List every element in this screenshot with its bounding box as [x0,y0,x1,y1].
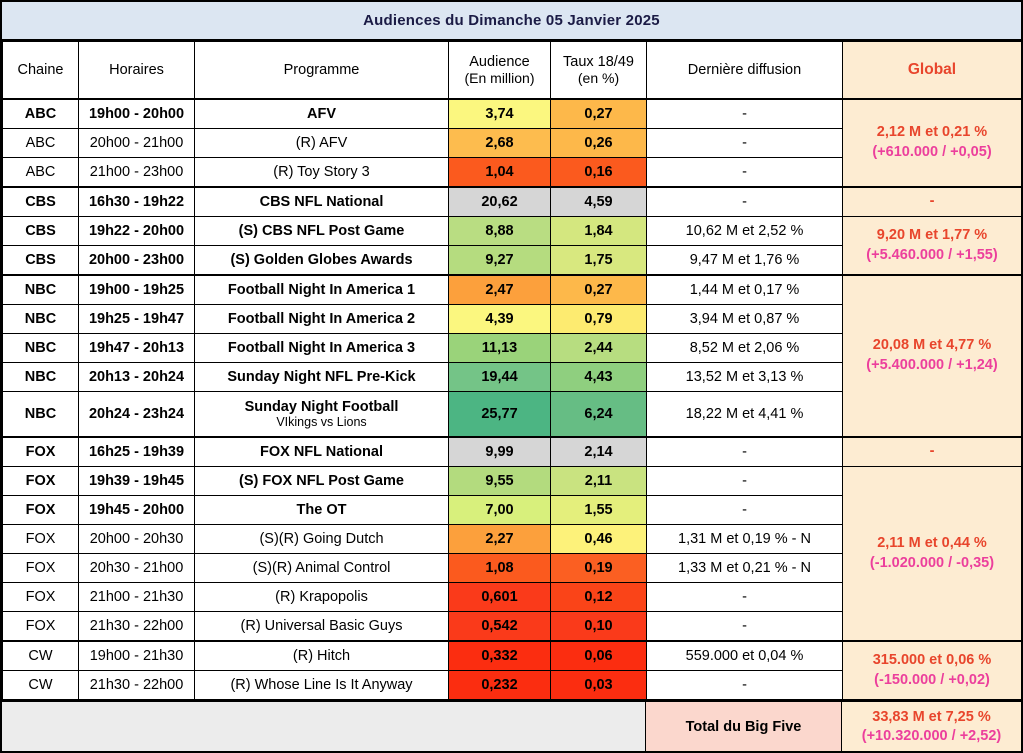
cell-audience: 2,47 [449,275,551,305]
cell-programme [195,246,449,276]
cell-derniere-diffusion: 9,47 M et 1,76 % [647,246,843,276]
cell-chaine: NBC [3,392,79,438]
programme-title: Football Night In America 2 [227,311,416,327]
cell-taux: 2,14 [551,437,647,467]
cell-global [843,275,1022,437]
global-line2: (+5.460.000 / +1,55) [866,246,998,263]
cell-chaine: FOX [3,467,79,496]
cell-chaine: NBC [3,363,79,392]
cell-derniere-diffusion: - [647,467,843,496]
table-row [3,641,1022,671]
cell-taux: 0,12 [551,583,647,612]
cell-derniere-diffusion: - [647,496,843,525]
cell-chaine: NBC [3,305,79,334]
global-dash: - [929,443,935,460]
programme-title: CBS NFL National [259,194,384,210]
cell-horaires: 19h00 - 20h00 [79,99,195,129]
table-row [3,467,1022,496]
cell-audience: 0,542 [449,612,551,642]
cell-horaires: 20h00 - 21h00 [79,129,195,158]
cell-chaine: FOX [3,437,79,467]
cell-global [843,467,1022,642]
cell-audience: 0,232 [449,671,551,700]
cell-audience: 9,55 [449,467,551,496]
cell-programme [195,641,449,671]
programme-title: (S)(R) Animal Control [252,560,391,576]
cell-taux: 0,79 [551,305,647,334]
cell-derniere-diffusion: 10,62 M et 2,52 % [647,217,843,246]
cell-taux: 0,06 [551,641,647,671]
programme-title: (S) FOX NFL Post Game [239,473,404,489]
cell-taux: 2,44 [551,334,647,363]
cell-horaires: 20h24 - 23h24 [79,392,195,438]
cell-programme [195,525,449,554]
cell-chaine: CW [3,641,79,671]
cell-audience: 4,39 [449,305,551,334]
column-header-horaires: Horaires [79,42,195,100]
cell-audience: 19,44 [449,363,551,392]
cell-chaine: CBS [3,187,79,217]
cell-horaires: 19h45 - 20h00 [79,496,195,525]
cell-programme [195,437,449,467]
cell-audience: 3,74 [449,99,551,129]
cell-chaine: FOX [3,554,79,583]
table-footer [2,700,1021,751]
cell-audience: 1,08 [449,554,551,583]
audience-table [2,41,1022,700]
cell-chaine: ABC [3,129,79,158]
footer-total-label: Total du Big Five [646,700,842,751]
cell-derniere-diffusion: - [647,612,843,642]
cell-global [843,99,1022,187]
cell-taux: 0,26 [551,129,647,158]
cell-programme [195,305,449,334]
cell-horaires: 19h22 - 20h00 [79,217,195,246]
footer-total-values [842,700,1021,751]
cell-derniere-diffusion: - [647,671,843,700]
cell-horaires: 19h25 - 19h47 [79,305,195,334]
cell-derniere-diffusion: - [647,583,843,612]
cell-derniere-diffusion: - [647,187,843,217]
cell-taux: 4,43 [551,363,647,392]
footer-blank-area [2,700,646,751]
programme-title: (R) Krapopolis [275,589,368,605]
cell-programme [195,467,449,496]
programme-title: Football Night In America 1 [227,282,416,298]
programme-title: (R) Whose Line Is It Anyway [230,677,413,693]
cell-horaires: 19h00 - 19h25 [79,275,195,305]
table-row [3,437,1022,467]
cell-derniere-diffusion: 1,33 M et 0,21 % - N [647,554,843,583]
column-header-audience [449,42,551,100]
cell-audience: 20,62 [449,187,551,217]
cell-horaires: 20h00 - 20h30 [79,525,195,554]
cell-programme [195,275,449,305]
cell-derniere-diffusion: 8,52 M et 2,06 % [647,334,843,363]
table-container [2,41,1021,751]
programme-title: (S) CBS NFL Post Game [238,223,405,239]
cell-audience: 9,99 [449,437,551,467]
column-header-programme: Programme [195,42,449,100]
cell-chaine: CBS [3,217,79,246]
cell-horaires: 20h13 - 20h24 [79,363,195,392]
cell-chaine: FOX [3,612,79,642]
cell-global [843,217,1022,276]
cell-derniere-diffusion: 559.000 et 0,04 % [647,641,843,671]
global-line1: 2,11 M et 0,44 % [877,534,987,551]
cell-horaires: 19h39 - 19h45 [79,467,195,496]
programme-subtitle: VIkings vs Lions [276,415,367,429]
cell-chaine: NBC [3,275,79,305]
cell-taux: 6,24 [551,392,647,438]
cell-audience: 7,00 [449,496,551,525]
cell-horaires: 21h00 - 21h30 [79,583,195,612]
programme-title: (S)(R) Going Dutch [259,531,384,547]
cell-derniere-diffusion: 18,22 M et 4,41 % [647,392,843,438]
cell-chaine: FOX [3,496,79,525]
column-header-global: Global [843,42,1022,100]
cell-global [843,437,1022,467]
programme-title: (S) Golden Globes Awards [230,252,413,268]
cell-taux: 0,46 [551,525,647,554]
cell-taux: 0,19 [551,554,647,583]
header-row [3,42,1022,100]
table-row [3,99,1022,129]
column-header-taux [551,42,647,100]
page-title-bar [2,2,1021,41]
global-line1: 9,20 M et 1,77 % [876,226,988,243]
programme-title: Sunday Night NFL Pre-Kick [227,369,416,385]
cell-taux: 0,16 [551,158,647,188]
programme-title: (R) Hitch [292,648,351,664]
column-header-derniere-diffusion: Dernière diffusion [647,42,843,100]
cell-programme [195,671,449,700]
cell-taux: 0,10 [551,612,647,642]
footer-total-line2: (+10.320.000 / +2,52) [861,727,1002,744]
cell-programme [195,554,449,583]
cell-global [843,641,1022,700]
cell-derniere-diffusion: - [647,158,843,188]
cell-horaires: 19h00 - 21h30 [79,641,195,671]
cell-taux: 2,11 [551,467,647,496]
table-body [3,99,1022,700]
cell-programme [195,187,449,217]
page-title: Audiences du Dimanche 05 Janvier 2025 [363,12,660,29]
cell-programme [195,612,449,642]
cell-horaires: 20h30 - 21h00 [79,554,195,583]
cell-programme [195,392,449,438]
cell-programme [195,334,449,363]
cell-derniere-diffusion: 1,44 M et 0,17 % [647,275,843,305]
cell-derniere-diffusion: - [647,129,843,158]
cell-chaine: FOX [3,583,79,612]
cell-chaine: NBC [3,334,79,363]
table-row [3,217,1022,246]
cell-taux: 0,27 [551,99,647,129]
cell-programme [195,363,449,392]
cell-derniere-diffusion: - [647,99,843,129]
cell-taux: 1,75 [551,246,647,276]
global-line2: (-150.000 / +0,02) [874,671,990,688]
cell-audience: 11,13 [449,334,551,363]
programme-title: Sunday Night Football [244,399,399,415]
programme-title: (R) Universal Basic Guys [240,618,403,634]
cell-taux: 0,27 [551,275,647,305]
cell-horaires: 20h00 - 23h00 [79,246,195,276]
cell-horaires: 16h25 - 19h39 [79,437,195,467]
cell-audience: 25,77 [449,392,551,438]
cell-horaires: 21h00 - 23h00 [79,158,195,188]
table-row [3,275,1022,305]
cell-audience: 2,68 [449,129,551,158]
cell-audience: 0,332 [449,641,551,671]
cell-taux: 0,03 [551,671,647,700]
programme-title: AFV [307,106,336,122]
cell-audience: 0,601 [449,583,551,612]
cell-horaires: 16h30 - 19h22 [79,187,195,217]
global-line1: 315.000 et 0,06 % [872,651,992,668]
global-line2: (-1.020.000 / -0,35) [869,554,995,571]
cell-chaine: CW [3,671,79,700]
table-header [3,42,1022,100]
cell-taux: 1,84 [551,217,647,246]
cell-horaires: 21h30 - 22h00 [79,612,195,642]
cell-programme [195,99,449,129]
cell-chaine: ABC [3,99,79,129]
cell-taux: 4,59 [551,187,647,217]
cell-programme [195,217,449,246]
cell-derniere-diffusion: - [647,437,843,467]
global-dash: - [929,193,935,210]
cell-chaine: FOX [3,525,79,554]
cell-audience: 2,27 [449,525,551,554]
cell-audience: 8,88 [449,217,551,246]
global-line2: (+5.400.000 / +1,24) [866,357,998,373]
cell-programme [195,496,449,525]
cell-derniere-diffusion: 3,94 M et 0,87 % [647,305,843,334]
cell-derniere-diffusion: 13,52 M et 3,13 % [647,363,843,392]
cell-programme [195,129,449,158]
programme-title: The OT [296,502,347,518]
global-line1: 20,08 M et 4,77 % [872,337,992,354]
cell-chaine: ABC [3,158,79,188]
column-header-audience-main: Audience [469,54,530,70]
table-row [3,187,1022,217]
cell-horaires: 19h47 - 20h13 [79,334,195,363]
programme-title: (R) AFV [295,135,348,151]
column-header-chaine: Chaine [3,42,79,100]
column-header-audience-sub: (En million) [464,70,535,86]
global-line2: (+610.000 / +0,05) [872,144,992,160]
column-header-taux-main: Taux 18/49 [563,54,634,70]
cell-derniere-diffusion: 1,31 M et 0,19 % - N [647,525,843,554]
cell-chaine: CBS [3,246,79,276]
cell-audience: 9,27 [449,246,551,276]
cell-programme [195,158,449,188]
global-line1: 2,12 M et 0,21 % [876,124,988,141]
cell-audience: 1,04 [449,158,551,188]
footer-total-line1: 33,83 M et 7,25 % [872,708,991,725]
programme-title: Football Night In America 3 [227,340,416,356]
programme-title: FOX NFL National [260,444,383,460]
cell-taux: 1,55 [551,496,647,525]
programme-title: (R) Toy Story 3 [273,164,370,180]
cell-programme [195,583,449,612]
cell-global [843,187,1022,217]
cell-horaires: 21h30 - 22h00 [79,671,195,700]
column-header-taux-sub: (en %) [577,70,620,86]
